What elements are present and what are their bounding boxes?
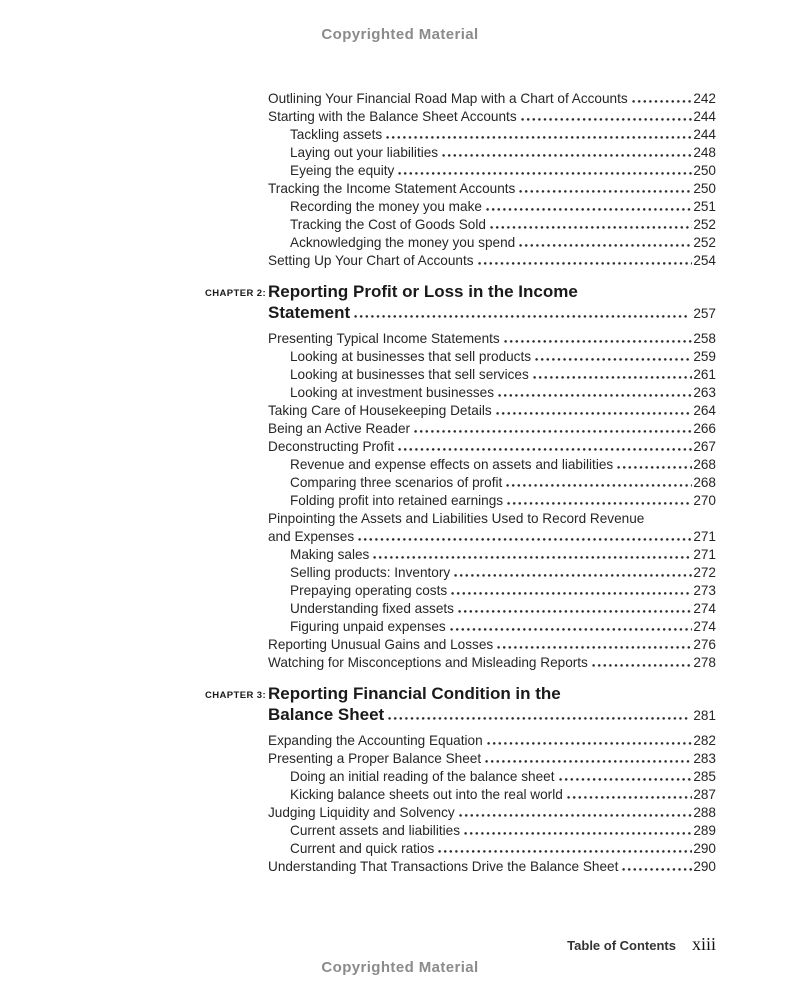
dot-leader <box>504 340 693 343</box>
toc-entry <box>205 474 716 492</box>
chapter-page-number: 257 <box>693 306 716 321</box>
dot-leader <box>497 646 692 649</box>
toc-entry-page: 252 <box>693 217 716 232</box>
toc-entry-title: Being an Active Reader <box>268 421 411 436</box>
toc-entry <box>205 732 716 750</box>
toc-entry-page: 285 <box>693 769 716 784</box>
toc-entry-page: 261 <box>693 367 716 382</box>
chapter-number-label: CHAPTER 2: <box>205 288 267 299</box>
toc-entry-page: 242 <box>693 91 716 106</box>
toc-entry <box>205 252 716 270</box>
toc-entry <box>205 768 716 786</box>
toc-entry-title: Looking at investment businesses <box>290 385 495 400</box>
chapter-title-row <box>268 302 716 324</box>
chapter-title-row <box>268 704 716 726</box>
chapter-title-line: Balance Sheet <box>268 705 385 724</box>
toc-entry-title: Looking at businesses that sell services <box>290 367 529 382</box>
toc-entry-page: 283 <box>693 751 716 766</box>
toc-entry-title: Laying out your liabilities <box>290 145 439 160</box>
toc-entry-page: 288 <box>693 805 716 820</box>
dot-leader <box>451 592 692 595</box>
toc-entry-title: Eyeing the equity <box>290 163 395 178</box>
toc-entry-title: Pinpointing the Assets and Liabilities Used to Record Revenue <box>268 511 645 526</box>
toc-entry-page: 282 <box>693 733 716 748</box>
toc-entry-page: 268 <box>693 475 716 490</box>
toc-entry-title: Understanding fixed assets <box>290 601 454 616</box>
toc-entry <box>205 90 716 108</box>
toc-entry-title: Folding profit into retained earnings <box>290 493 504 508</box>
dot-leader <box>398 172 692 175</box>
dot-leader <box>496 412 693 415</box>
footer-section-title: Table of Contents <box>567 938 676 953</box>
toc-entry <box>205 750 716 768</box>
toc-entry-page: 271 <box>693 547 716 562</box>
dot-leader <box>438 850 692 853</box>
toc-entry-page: 258 <box>693 331 716 346</box>
dot-leader <box>373 556 692 559</box>
dot-leader <box>617 466 692 469</box>
copyright-notice-bottom: Copyrighted Material <box>321 959 479 976</box>
chapter-title-line: Reporting Profit or Loss in the Income <box>268 282 578 301</box>
toc-entry-page: 273 <box>693 583 716 598</box>
dot-leader <box>414 430 692 433</box>
toc-entry <box>205 144 716 162</box>
toc-entry-page: 259 <box>693 349 716 364</box>
toc-entry <box>205 180 716 198</box>
toc-entry <box>205 582 716 600</box>
toc-entry-page: 248 <box>693 145 716 160</box>
toc-entry-page: 270 <box>693 493 716 508</box>
toc-entry-title: Tracking the Cost of Goods Sold <box>290 217 486 232</box>
chapter-title <box>268 683 716 726</box>
footer-page-number: xiii <box>691 934 716 954</box>
toc-entry <box>205 546 716 564</box>
toc-entry-title: Starting with the Balance Sheet Accounts <box>268 109 517 124</box>
toc-entry-page: 278 <box>693 655 716 670</box>
dot-leader <box>592 664 692 667</box>
toc-entry <box>205 492 716 510</box>
toc-entry <box>205 528 716 546</box>
toc-entry <box>205 636 716 654</box>
toc-entry-title: Doing an initial reading of the balance sheet <box>290 769 555 784</box>
dot-leader <box>519 190 692 193</box>
toc-entry-page: 272 <box>693 565 716 580</box>
toc-entry-title: Comparing three scenarios of profit <box>290 475 503 490</box>
toc-entry-page: 244 <box>693 127 716 142</box>
toc-entry <box>205 456 716 474</box>
toc-entry <box>205 510 716 528</box>
toc-entry <box>205 198 716 216</box>
toc-entry-page: 252 <box>693 235 716 250</box>
toc-entry-page: 274 <box>693 601 716 616</box>
toc-entry-title: Prepaying operating costs <box>290 583 448 598</box>
toc-entry-title: Watching for Misconceptions and Misleading Reports <box>268 655 588 670</box>
dot-leader <box>567 796 693 799</box>
copyright-notice-top: Copyrighted Material <box>321 26 479 43</box>
toc-entry-title: Expanding the Accounting Equation <box>268 733 483 748</box>
dot-leader <box>559 778 693 781</box>
toc-entry <box>205 234 716 252</box>
toc-entry-title: and Expenses <box>268 529 355 544</box>
dot-leader <box>506 484 692 487</box>
toc-entry <box>205 216 716 234</box>
toc-entry-page: 267 <box>693 439 716 454</box>
dot-leader <box>454 574 692 577</box>
dot-leader <box>450 628 693 631</box>
toc-entry <box>205 618 716 636</box>
toc-entry-page: 290 <box>693 859 716 874</box>
toc-entry <box>205 654 716 672</box>
toc-entry <box>205 564 716 582</box>
dot-leader <box>535 358 692 361</box>
toc-entry <box>205 786 716 804</box>
dot-leader <box>478 262 693 265</box>
chapter-heading <box>205 683 716 726</box>
toc-entry <box>205 330 716 348</box>
dot-leader <box>632 100 693 103</box>
dot-leader <box>622 868 692 871</box>
chapter-heading <box>205 281 716 324</box>
toc-entry-page: 276 <box>693 637 716 652</box>
toc-entry-page: 271 <box>693 529 716 544</box>
chapter-title-line: Reporting Financial Condition in the <box>268 684 561 703</box>
toc-entry-page: 263 <box>693 385 716 400</box>
toc-entry <box>205 438 716 456</box>
toc-entry-page: 266 <box>693 421 716 436</box>
toc-entry-page: 289 <box>693 823 716 838</box>
toc-entry-title: Figuring unpaid expenses <box>290 619 446 634</box>
toc-entry-title: Revenue and expense effects on assets and liabilities <box>290 457 614 472</box>
toc-entry-page: 290 <box>693 841 716 856</box>
toc-entry-page: 287 <box>693 787 716 802</box>
toc-entry-page: 274 <box>693 619 716 634</box>
dot-leader <box>386 136 692 139</box>
toc-entry-page: 264 <box>693 403 716 418</box>
toc-entry <box>205 858 716 876</box>
toc-entry <box>205 348 716 366</box>
chapter-title <box>268 281 716 324</box>
dot-leader <box>498 394 692 397</box>
page-footer <box>0 934 716 955</box>
toc-entry-title: Setting Up Your Chart of Accounts <box>268 253 474 268</box>
toc-entry-title: Tracking the Income Statement Accounts <box>268 181 516 196</box>
toc-entry-title: Making sales <box>290 547 370 562</box>
toc-entry-title: Reporting Unusual Gains and Losses <box>268 637 494 652</box>
toc-entry-title: Presenting Typical Income Statements <box>268 331 500 346</box>
toc-entry-title: Deconstructing Profit <box>268 439 395 454</box>
dot-leader <box>521 118 693 121</box>
toc-entry-title: Recording the money you make <box>290 199 482 214</box>
toc-entry-title: Outlining Your Financial Road Map with a Chart of Accounts <box>268 91 628 106</box>
toc-entry-title: Taking Care of Housekeeping Details <box>268 403 492 418</box>
dot-leader <box>487 742 693 745</box>
toc-entry <box>205 162 716 180</box>
toc-entry-title: Tackling assets <box>290 127 383 142</box>
chapter-number-label: CHAPTER 3: <box>205 690 267 701</box>
dot-leader <box>490 226 692 229</box>
toc-entry-title: Presenting a Proper Balance Sheet <box>268 751 482 766</box>
toc-entry <box>205 402 716 420</box>
toc-entry-page: 244 <box>693 109 716 124</box>
dot-leader <box>388 717 689 720</box>
toc-entry-page: 254 <box>693 253 716 268</box>
toc-entry <box>205 840 716 858</box>
toc-entry-title: Current and quick ratios <box>290 841 435 856</box>
dot-leader <box>464 832 692 835</box>
dot-leader <box>458 610 692 613</box>
toc-entry-title: Kicking balance sheets out into the real world <box>290 787 563 802</box>
dot-leader <box>459 814 693 817</box>
toc-entry <box>205 804 716 822</box>
toc-entry <box>205 600 716 618</box>
toc-entry <box>205 126 716 144</box>
dot-leader <box>398 448 692 451</box>
toc-entry <box>205 822 716 840</box>
toc-entry-page: 250 <box>693 163 716 178</box>
chapter-page-number: 281 <box>693 708 716 723</box>
dot-leader <box>354 315 689 318</box>
dot-leader <box>358 538 692 541</box>
table-of-contents <box>205 90 716 876</box>
dot-leader <box>442 154 692 157</box>
toc-entry <box>205 108 716 126</box>
toc-entry-title: Selling products: Inventory <box>290 565 451 580</box>
dot-leader <box>485 760 692 763</box>
dot-leader <box>486 208 692 211</box>
toc-entry-title: Judging Liquidity and Solvency <box>268 805 455 820</box>
toc-entry-page: 268 <box>693 457 716 472</box>
toc-entry-title: Understanding That Transactions Drive the Balance Sheet <box>268 859 619 874</box>
toc-entry-title: Looking at businesses that sell products <box>290 349 532 364</box>
toc-entry-page: 251 <box>693 199 716 214</box>
toc-entry <box>205 384 716 402</box>
chapter-title-line: Statement <box>268 303 351 322</box>
toc-entry-title: Current assets and liabilities <box>290 823 461 838</box>
dot-leader <box>519 244 692 247</box>
dot-leader <box>533 376 693 379</box>
toc-entry <box>205 420 716 438</box>
toc-entry-title: Acknowledging the money you spend <box>290 235 516 250</box>
toc-entry <box>205 366 716 384</box>
toc-entry-page: 250 <box>693 181 716 196</box>
dot-leader <box>507 502 692 505</box>
